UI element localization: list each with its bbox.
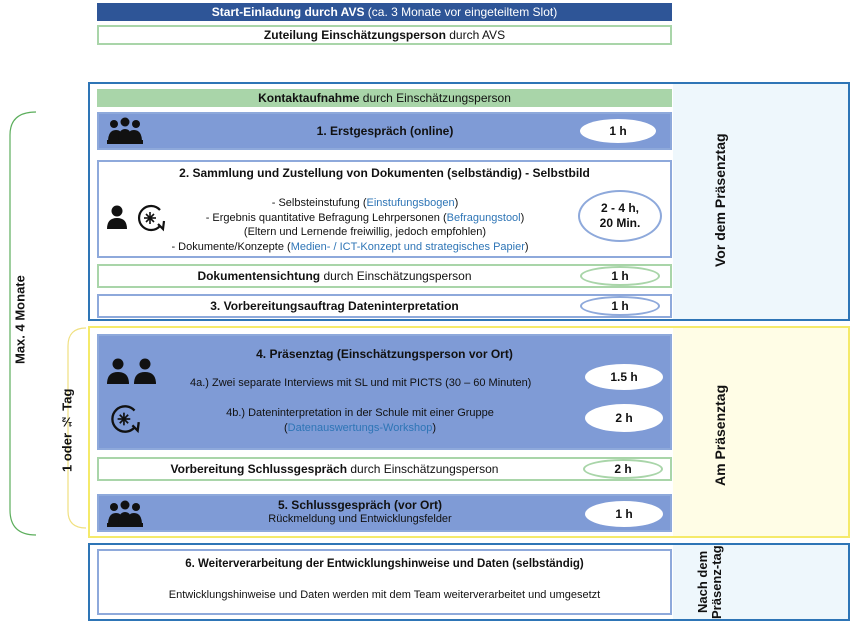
phase-before-label: Vor dem Präsenztag [712, 133, 728, 267]
erstgespraech-time: 1 h [580, 119, 656, 143]
kontakt-title: Kontaktaufnahme [258, 91, 360, 105]
sammlung-title: 2. Sammlung und Zustellung von Dokumenten (selbständig) - Selbstbild [179, 166, 590, 180]
praesenztag-4a: 4a.) Zwei separate Interviews mit SL und mit PICTS (30 – 60 Minuten) [190, 377, 532, 389]
assignment-bar [97, 25, 672, 45]
sammlung-item-dokumente: - Dokumente/Konzepte (Medien- / ICT-Konzept und strategisches Papier) [171, 240, 529, 253]
weiter-title: 6. Weiterverarbeitung der Entwicklungshinweise und Daten (selbständig) [185, 558, 584, 570]
max-months-label: Max. 4 Monate [12, 275, 28, 365]
vorbereitung-time: 1 h [580, 296, 660, 316]
praesenztag-4b: 4b.) Dateninterpretation in der Schule mit einer Gruppe (Datenauswertungs-Workshop) [226, 407, 494, 434]
phase-after-label: Nach dem Präsenz-tag [695, 545, 724, 619]
sammlung-item-note: (Eltern und Lernende freiwillig, jedoch empfohlen) [243, 226, 487, 238]
start-invitation-note: (ca. 3 Monate vor eingeteiltem Slot) [364, 5, 558, 19]
group-icon [106, 116, 144, 146]
assignment-title: Zuteilung Einschätzungsperson [263, 28, 446, 42]
schluss-time: 1 h [585, 501, 663, 527]
praesenztag-title: 4. Präsenztag (Einschätzungsperson vor Ort) [256, 347, 513, 361]
cycle-gear-icon-2 [106, 403, 144, 435]
weiter-sub: Entwicklungshinweise und Daten werden mit dem Team weiterverarbeitet und umgesetzt [168, 589, 601, 601]
workshop-link[interactable]: Datenauswertungs-Workshop [287, 422, 433, 434]
phase-during-side [673, 328, 848, 536]
sammlung-list [150, 196, 580, 254]
sammlung-time: 2 - 4 h, 20 Min. [578, 190, 662, 242]
praesenztag-4a-time: 1.5 h [585, 364, 663, 390]
start-invitation-title: Start-Einladung durch AVS [211, 5, 365, 19]
konzept-link[interactable]: Medien- / ICT-Konzept und strategisches Papier [290, 240, 525, 253]
sammlung-item-selbsteinstufung: - Selbsteinstufung (Einstufungsbogen) [271, 197, 459, 209]
sammlung-item-befragung: - Ergebnis quantitative Befragung Lehrpersonen (Befragungstool) [205, 211, 525, 224]
dokumentensichtung-time: 1 h [580, 266, 660, 286]
day-label: 1 oder ½ Tag [59, 388, 75, 472]
erstgespraech-title: 1. Erstgespräch (online) [316, 124, 454, 138]
vorbereitung-title: 3. Vorbereitungsauftrag Dateninterpretation [210, 299, 459, 313]
assignment-note: durch AVS [445, 28, 506, 42]
schluss-text [150, 498, 570, 526]
two-persons-icon [106, 358, 158, 384]
einstufungsbogen-link[interactable]: Einstufungsbogen [366, 197, 455, 209]
phase-before-side [673, 84, 848, 319]
vorb-schluss-box: Vorbereitung Schlussgespräch durch Einschätzungsperson [97, 457, 672, 481]
schluss-title: 5. Schlussgespräch (vor Ort) [277, 498, 443, 512]
kontakt-note: durch Einschätzungsperson [359, 91, 511, 105]
befragungstool-link[interactable]: Befragungstool [446, 211, 521, 224]
schluss-sub: Rückmeldung und Entwicklungsfelder [268, 513, 452, 525]
person-icon [106, 205, 128, 229]
group-icon-2 [106, 499, 144, 529]
phase-during-label: Am Präsenztag [712, 384, 728, 486]
start-invitation-bar [97, 3, 672, 21]
praesenztag-4b-time: 2 h [585, 404, 663, 432]
kontakt-bar [97, 89, 672, 107]
dokumentensichtung-box: Dokumentensichtung durch Einschätzungsperson [97, 264, 672, 288]
vorb-schluss-time: 2 h [583, 459, 663, 479]
